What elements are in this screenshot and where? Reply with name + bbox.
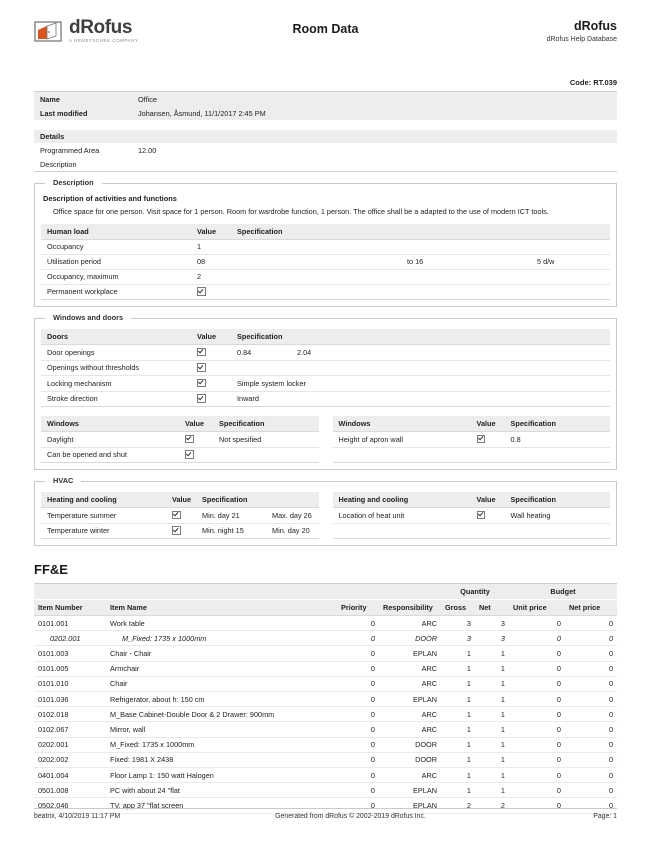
group-budget: Budget — [509, 584, 617, 600]
windows-right-table — [333, 416, 611, 463]
row-spec: 0.8 — [505, 432, 611, 448]
row-label: Temperature summer — [41, 508, 166, 524]
cell-net-price: 0 — [565, 631, 617, 646]
col-windows: Windows — [41, 416, 179, 432]
table-row — [34, 92, 617, 106]
cell-net: 1 — [475, 783, 509, 798]
table-row — [41, 360, 610, 376]
table-row — [34, 157, 617, 171]
header-right — [417, 16, 617, 43]
description-body — [35, 184, 616, 306]
row-spec — [213, 447, 319, 463]
row-spec — [231, 239, 401, 254]
group-blank-1 — [34, 584, 106, 600]
page-header — [34, 0, 617, 62]
ffe-table-body — [34, 616, 617, 813]
row-spec2: 2.04 — [291, 345, 610, 361]
col-specification: Specification — [505, 416, 611, 432]
cell-priority: 0 — [337, 692, 379, 707]
cell-item-name: Floor Lamp 1: 150 watt Halogen — [106, 767, 337, 782]
table-row — [34, 616, 617, 631]
name-value: Office — [138, 94, 157, 104]
human-load-table — [41, 224, 610, 301]
col-specification: Specification — [505, 492, 611, 508]
page-footer — [34, 808, 617, 820]
windows-doors-legend: Windows and doors — [45, 313, 131, 322]
cell-item-name: Work table — [106, 616, 337, 631]
cell-net-price: 0 — [565, 692, 617, 707]
cell-unit-price: 0 — [509, 646, 565, 661]
cell-gross: 2 — [441, 798, 475, 813]
table-header-row — [41, 224, 610, 240]
table-row — [41, 284, 610, 300]
row-label: Height of apron wall — [333, 432, 471, 448]
description-value — [132, 157, 617, 171]
name-label: Name — [40, 94, 60, 104]
row-spec: Not spesified — [213, 432, 319, 448]
table-row — [34, 676, 617, 691]
cell-net-price: 0 — [565, 783, 617, 798]
row-spec: Simple system locker — [231, 376, 610, 392]
checkbox-checked-icon — [197, 394, 206, 403]
table-header-row — [41, 329, 610, 345]
row-spec3 — [531, 269, 610, 284]
checkbox-checked-icon — [172, 511, 181, 520]
cell-net: 2 — [475, 798, 509, 813]
cell-net: 1 — [475, 737, 509, 752]
page-title: Room Data — [292, 22, 359, 36]
cell-net-price: 0 — [565, 707, 617, 722]
table-row — [34, 767, 617, 782]
row-value — [191, 284, 231, 300]
cell-net: 1 — [475, 707, 509, 722]
table-row — [34, 646, 617, 661]
cell-gross: 1 — [441, 661, 475, 676]
cell-net: 1 — [475, 692, 509, 707]
col-priority: Priority — [337, 600, 379, 616]
cell-item-number: 0202.002 — [34, 752, 106, 767]
table-row — [41, 523, 319, 539]
hvac-right-table — [333, 492, 611, 539]
cell-item-number: 0401.004 — [34, 767, 106, 782]
cell-gross: 1 — [441, 722, 475, 737]
col-value: Value — [191, 329, 231, 345]
table-header-row — [333, 492, 611, 508]
hvac-columns — [41, 492, 610, 539]
group-blank-3 — [337, 584, 379, 600]
last-modified-value: Johansen, Åsmund, 11/1/2017 2:45 PM — [138, 108, 266, 118]
table-row — [34, 661, 617, 676]
row-value — [191, 360, 231, 376]
col-value: Value — [191, 224, 231, 240]
hvac-body — [35, 482, 616, 545]
table-row — [34, 722, 617, 737]
description-legend: Description — [45, 178, 102, 187]
col-heating-cooling: Heating and cooling — [41, 492, 166, 508]
table-row — [34, 707, 617, 722]
table-row — [41, 269, 610, 284]
cell-gross: 1 — [441, 692, 475, 707]
table-row — [34, 143, 617, 157]
logo — [34, 16, 234, 46]
row-label: Location of heat unit — [333, 508, 471, 524]
cell-priority: 0 — [337, 631, 379, 646]
hvac-right — [333, 492, 611, 539]
cell-item-number: 0101.036 — [34, 692, 106, 707]
brand-name: dRofus — [573, 19, 617, 33]
cell-priority: 0 — [337, 676, 379, 691]
row-value — [166, 523, 196, 539]
logo-tagline: A NEMETSCHEK COMPANY — [69, 38, 139, 44]
footer-user-timestamp: beatrix, 4/10/2019 11:17 PM — [34, 813, 121, 820]
cell-item-number: 0101.003 — [34, 646, 106, 661]
row-value — [191, 376, 231, 392]
row-spec2: Min. day 20 — [266, 523, 319, 539]
doors-table — [41, 329, 610, 407]
cell-item-number: 0101.010 — [34, 676, 106, 691]
programmed-area-label: Programmed Area — [40, 145, 100, 155]
col-specification: Specification — [231, 224, 610, 240]
cell-gross: 1 — [441, 767, 475, 782]
cell-item-name: M_Fixed: 1735 x 1000mm — [106, 631, 337, 646]
cell-unit-price: 0 — [509, 631, 565, 646]
cell-priority: 0 — [337, 737, 379, 752]
row-spec3 — [531, 284, 610, 300]
cell-unit-price: 0 — [509, 752, 565, 767]
col-item-number: Item Number — [34, 600, 106, 616]
col-value: Value — [471, 492, 505, 508]
row-value — [179, 447, 213, 463]
group-quantity: Quantity — [441, 584, 509, 600]
cell-net: 1 — [475, 767, 509, 782]
checkbox-checked-icon — [185, 450, 194, 459]
col-specification: Specification — [231, 329, 610, 345]
table-header-row — [34, 600, 617, 616]
table-row — [34, 631, 617, 646]
cell-responsibility: EPLAN — [379, 798, 441, 813]
cell-net-price: 0 — [565, 767, 617, 782]
database-name: dRofus Help Database — [546, 36, 617, 43]
checkbox-checked-icon — [197, 287, 206, 296]
cell-item-name: Armchair — [106, 661, 337, 676]
cell-unit-price: 0 — [509, 737, 565, 752]
row-value — [191, 391, 231, 407]
row-label: Occupancy, maximum — [41, 269, 191, 284]
cell-net-price: 0 — [565, 646, 617, 661]
row-label: Can be opened and shut — [41, 447, 179, 463]
checkbox-checked-icon — [197, 363, 206, 372]
row-label: Locking mechanism — [41, 376, 191, 392]
table-header-row — [333, 416, 611, 432]
row-label: Daylight — [41, 432, 179, 448]
table-row — [41, 391, 610, 407]
table-row — [41, 239, 610, 254]
details-heading: Details — [34, 130, 617, 143]
cell-priority: 0 — [337, 752, 379, 767]
table-row — [34, 692, 617, 707]
cell-item-name: Refrigerator, about h: 150 cm — [106, 692, 337, 707]
cell-responsibility: ARC — [379, 767, 441, 782]
row-spec — [231, 284, 401, 300]
cell-net-price: 0 — [565, 737, 617, 752]
cell-net: 1 — [475, 752, 509, 767]
checkbox-checked-icon — [197, 379, 206, 388]
cell-net: 1 — [475, 661, 509, 676]
cell-unit-price: 0 — [509, 661, 565, 676]
cell-item-number: 0101.001 — [34, 616, 106, 631]
checkbox-checked-icon — [477, 511, 486, 520]
description-group — [34, 178, 617, 307]
col-responsibility: Responsibility — [379, 600, 441, 616]
checkbox-checked-icon — [477, 435, 486, 444]
cell-item-name: M_Base Cabinet-Double Door & 2 Drawer: 900mm — [106, 707, 337, 722]
row-spec3 — [531, 239, 610, 254]
table-row — [41, 345, 610, 361]
cell-priority: 0 — [337, 767, 379, 782]
cell-item-name: PC with about 24 "flat — [106, 783, 337, 798]
cell-item-number: 0202.001 — [34, 737, 106, 752]
cell-gross: 1 — [441, 676, 475, 691]
cell-responsibility: EPLAN — [379, 783, 441, 798]
row-label: Stroke direction — [41, 391, 191, 407]
col-value: Value — [179, 416, 213, 432]
description-label: Description — [40, 159, 77, 169]
details-section — [34, 130, 617, 172]
details-table — [34, 143, 617, 171]
hvac-legend: HVAC — [45, 476, 81, 485]
cell-priority: 0 — [337, 646, 379, 661]
col-specification: Specification — [196, 492, 319, 508]
cell-net-price: 0 — [565, 661, 617, 676]
cell-net-price: 0 — [565, 722, 617, 737]
row-spec2 — [401, 239, 531, 254]
row-spec2: Max. day 26 — [266, 508, 319, 524]
cell-gross: 1 — [441, 646, 475, 661]
cell-item-number: 0102.067 — [34, 722, 106, 737]
cell-item-name: Fixed: 1981 X 2438 — [106, 752, 337, 767]
cell-responsibility: ARC — [379, 722, 441, 737]
ffe-heading: FF&E — [34, 562, 68, 578]
cell-responsibility: DOOR — [379, 737, 441, 752]
cell-net: 3 — [475, 616, 509, 631]
cell-net-price: 0 — [565, 676, 617, 691]
table-header-row — [41, 492, 319, 508]
ffe-table — [34, 584, 617, 813]
col-net: Net — [475, 600, 509, 616]
row-spec — [231, 254, 401, 269]
cell-responsibility: DOOR — [379, 752, 441, 767]
cell-priority: 0 — [337, 616, 379, 631]
col-heating-cooling: Heating and cooling — [333, 492, 471, 508]
cell-responsibility: DOOR — [379, 631, 441, 646]
checkbox-checked-icon — [172, 526, 181, 535]
cell-item-name: Chair — [106, 676, 337, 691]
col-gross: Gross — [441, 600, 475, 616]
cell-unit-price: 0 — [509, 616, 565, 631]
cell-net: 1 — [475, 722, 509, 737]
cell-unit-price: 0 — [509, 767, 565, 782]
cell-item-name: Mirror, wall — [106, 722, 337, 737]
row-spec2: to 16 — [401, 254, 531, 269]
cell-responsibility: ARC — [379, 707, 441, 722]
row-spec: Min. day 21 — [196, 508, 266, 524]
cell-net-price: 0 — [565, 752, 617, 767]
col-specification: Specification — [213, 416, 319, 432]
cell-item-name: M_Fixed: 1735 x 1000mm — [106, 737, 337, 752]
col-windows: Windows — [333, 416, 471, 432]
table-row — [41, 508, 319, 524]
row-spec: Inward — [231, 391, 610, 407]
row-value: 1 — [191, 239, 231, 254]
col-human-load: Human load — [41, 224, 191, 240]
cell-priority: 0 — [337, 798, 379, 813]
cell-item-number: 0101.005 — [34, 661, 106, 676]
cell-item-name: Chair - Chair — [106, 646, 337, 661]
logo-wordmark: dRofus — [69, 17, 133, 39]
cell-priority: 0 — [337, 707, 379, 722]
row-value — [471, 432, 505, 448]
cell-unit-price: 0 — [509, 676, 565, 691]
col-item-name: Item Name — [106, 600, 337, 616]
table-row — [34, 752, 617, 767]
col-value: Value — [166, 492, 196, 508]
drofus-logo-icon — [34, 16, 64, 46]
cell-unit-price: 0 — [509, 707, 565, 722]
cell-unit-price: 0 — [509, 722, 565, 737]
row-label: Occupancy — [41, 239, 191, 254]
table-row — [34, 737, 617, 752]
cell-net-price: 0 — [565, 798, 617, 813]
description-text: Office space for one person. Visit space for 1 person. Room for wardrobe function, 1 person. The office shall be a adapted to the use of modern ICT tools. — [53, 207, 549, 216]
group-blank-2 — [106, 584, 337, 600]
row-label: Door openings — [41, 345, 191, 361]
table-row — [41, 376, 610, 392]
row-spec: Wall heating — [505, 508, 611, 524]
windows-left — [41, 416, 319, 463]
row-label: Permanent workplace — [41, 284, 191, 300]
row-spec2 — [291, 360, 610, 376]
row-spec3: 5 d/w — [531, 254, 610, 269]
row-value — [166, 508, 196, 524]
row-value: 2 — [191, 269, 231, 284]
table-header-row — [41, 416, 319, 432]
cell-priority: 0 — [337, 722, 379, 737]
cell-responsibility: EPLAN — [379, 646, 441, 661]
cell-unit-price: 0 — [509, 798, 565, 813]
checkbox-checked-icon — [197, 348, 206, 357]
col-net-price: Net price — [565, 600, 617, 616]
cell-gross: 1 — [441, 707, 475, 722]
col-value: Value — [471, 416, 505, 432]
row-spec2 — [401, 269, 531, 284]
cell-item-number: 0102.018 — [34, 707, 106, 722]
footer-generated-by: Generated from dRofus © 2002-2019 dRofus Inc. — [275, 813, 426, 820]
hvac-group — [34, 476, 617, 546]
cell-priority: 0 — [337, 661, 379, 676]
row-spec — [231, 269, 401, 284]
footer-page-number: Page: 1 — [593, 813, 617, 820]
table-row — [41, 447, 319, 463]
row-label: Temperature winter — [41, 523, 166, 539]
checkbox-checked-icon — [185, 435, 194, 444]
cell-gross: 1 — [441, 752, 475, 767]
table-row — [333, 432, 611, 448]
row-value — [191, 345, 231, 361]
cell-responsibility: EPLAN — [379, 692, 441, 707]
row-spec: Min. night 15 — [196, 523, 266, 539]
cell-responsibility: ARC — [379, 616, 441, 631]
programmed-area-value: 12.00 — [138, 145, 157, 155]
cell-item-number: 0501.008 — [34, 783, 106, 798]
row-spec: 0.84 — [231, 345, 291, 361]
cell-unit-price: 0 — [509, 692, 565, 707]
windows-left-table — [41, 416, 319, 463]
table-row — [34, 106, 617, 120]
cell-net-price: 0 — [565, 616, 617, 631]
cell-net: 3 — [475, 631, 509, 646]
windows-doors-body — [35, 319, 616, 469]
cell-net: 1 — [475, 676, 509, 691]
row-spec2 — [401, 284, 531, 300]
cell-gross: 1 — [441, 783, 475, 798]
table-group-header-row — [34, 584, 617, 600]
windows-right — [333, 416, 611, 463]
cell-gross: 1 — [441, 737, 475, 752]
col-unit-price: Unit price — [509, 600, 565, 616]
room-summary-table — [34, 92, 617, 120]
cell-item-name: TV, app 37 "flat screen — [106, 798, 337, 813]
logo-text-block — [69, 18, 139, 43]
cell-gross: 3 — [441, 631, 475, 646]
cell-gross: 3 — [441, 616, 475, 631]
cell-responsibility: ARC — [379, 661, 441, 676]
last-modified-label: Last modified — [40, 108, 88, 118]
description-heading: Description of activities and functions — [43, 194, 177, 203]
windows-columns — [41, 416, 610, 463]
row-label: Openings without thresholds — [41, 360, 191, 376]
cell-priority: 0 — [337, 783, 379, 798]
row-value — [471, 508, 505, 524]
windows-doors-group — [34, 313, 617, 470]
row-spec — [231, 360, 291, 376]
row-label: Utilisation period — [41, 254, 191, 269]
cell-item-number: 0202.001 — [34, 631, 106, 646]
cell-item-number: 0502.046 — [34, 798, 106, 813]
room-code: Code: RT.039 — [569, 78, 617, 87]
cell-responsibility: ARC — [379, 676, 441, 691]
hvac-left-table — [41, 492, 319, 539]
table-row — [333, 508, 611, 524]
table-row — [41, 254, 610, 269]
col-doors: Doors — [41, 329, 191, 345]
cell-net: 1 — [475, 646, 509, 661]
group-blank-4 — [379, 584, 441, 600]
row-value — [179, 432, 213, 448]
hvac-left — [41, 492, 319, 539]
table-row — [41, 432, 319, 448]
row-value: 08 — [191, 254, 231, 269]
divider-details — [34, 171, 617, 172]
cell-unit-price: 0 — [509, 783, 565, 798]
table-row — [34, 783, 617, 798]
